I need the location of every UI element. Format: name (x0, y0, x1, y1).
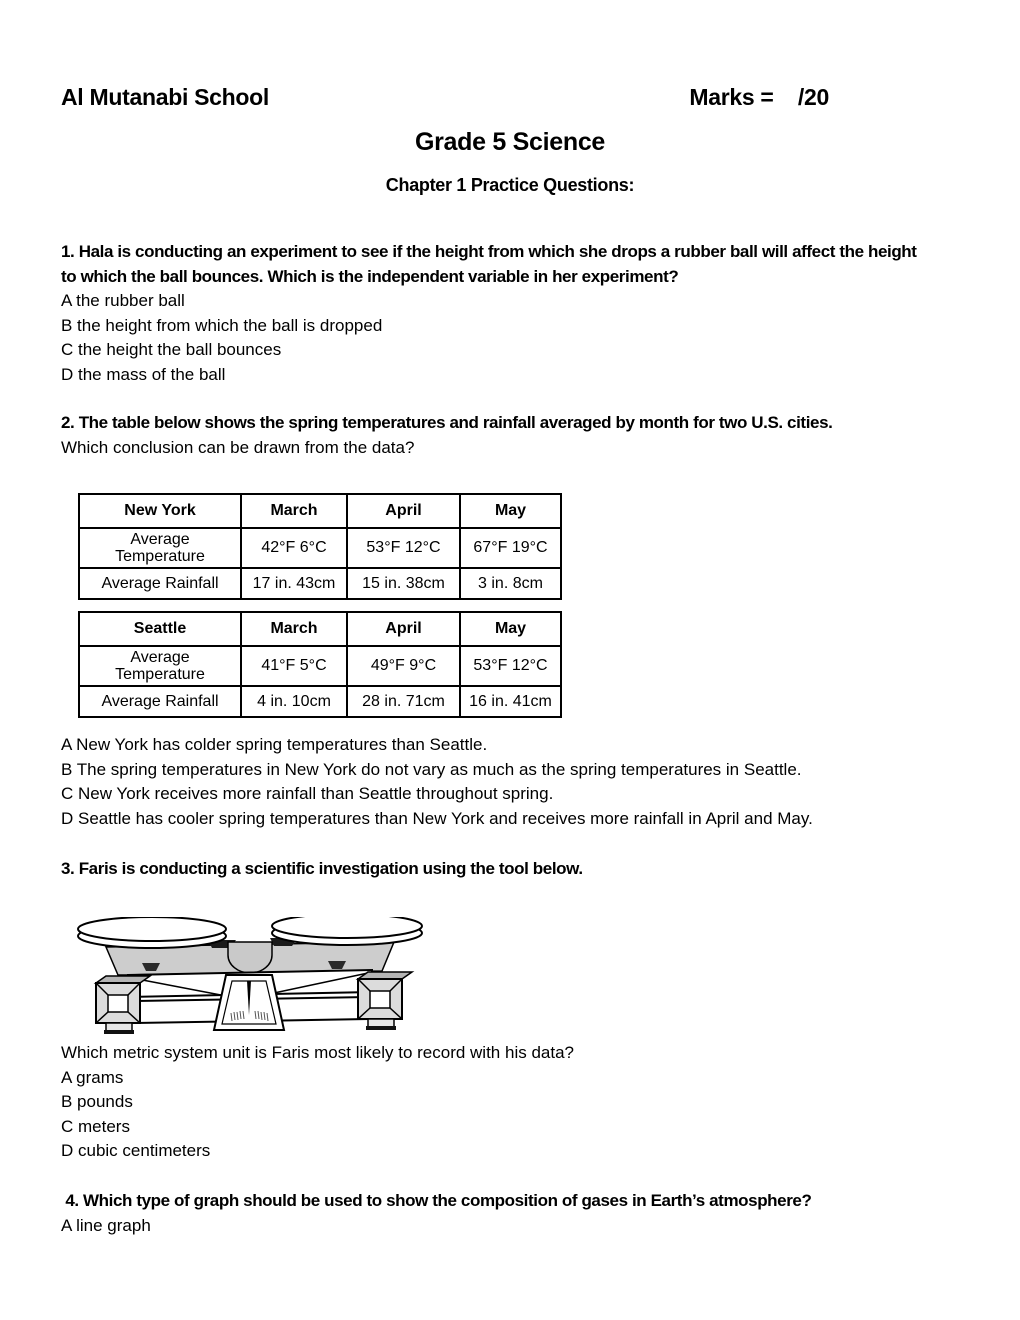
new-york-table (78, 493, 562, 600)
page-title: Grade 5 Science (414, 128, 606, 156)
table-cell: 49°F 9°C (347, 646, 460, 686)
question-3-option-d: D cubic centimeters (61, 1141, 211, 1160)
question-2 (61, 411, 936, 460)
question-1-prompt: 1. Hala is conducting an experiment to see if the height from which she drops a rubber ball will affect the height to which the ball bounces. Which is the independent variable in her experiment? (61, 242, 917, 286)
table-cell: 15 in. 38cm (347, 568, 460, 599)
table-header-cell: April (347, 494, 460, 528)
question-1-option-b: B the height from which the ball is dropped (61, 315, 383, 335)
question-2-option-b: B The spring temperatures in New York do not vary as much as the spring temperatures in Seattle. (61, 759, 802, 779)
question-3-sub-prompt: Which metric system unit is Faris most likely to record with his data? (61, 1043, 574, 1062)
question-4-prompt: 4. Which type of graph should be used to show the composition of gases in Earth’s atmosphere? (61, 1191, 812, 1210)
question-3-option-a: A grams (61, 1067, 124, 1087)
balance-scale-icon (76, 917, 424, 1037)
table-cell: 16 in. 41cm (460, 686, 561, 717)
seattle-table (78, 611, 562, 718)
table-header-row (79, 612, 561, 646)
table-cell: 41°F 5°C (241, 646, 347, 686)
question-2-option-c: C New York receives more rainfall than Seattle throughout spring. (61, 784, 554, 803)
table-header-cell: Seattle (79, 612, 241, 646)
question-2-option-a: A New York has colder spring temperatures than Seattle. (61, 735, 488, 754)
table-header-row (79, 494, 561, 528)
table-header-cell: March (241, 494, 347, 528)
table-row (79, 528, 561, 568)
table-cell: Average Temperature (79, 528, 241, 568)
table-cell: Average Temperature (79, 646, 241, 686)
table-cell: 42°F 6°C (241, 528, 347, 568)
question-3-option-b: B pounds (61, 1092, 133, 1111)
question-2-prompt: 2. The table below shows the spring temperatures and rainfall averaged by month for two U.S. cities. (61, 413, 833, 432)
table-row (79, 686, 561, 717)
question-3-prompt: 3. Faris is conducting a scientific investigation using the tool below. (61, 859, 583, 878)
question-1 (61, 240, 936, 387)
question-3-option-c: C meters (61, 1116, 130, 1136)
balance-scale-image (76, 917, 424, 1037)
page-subtitle: Chapter 1 Practice Questions: (385, 175, 635, 195)
question-1-option-a: A the rubber ball (61, 291, 185, 310)
question-1-option-c: C the height the ball bounces (61, 340, 282, 359)
table-cell: 3 in. 8cm (460, 568, 561, 599)
table-cell: 4 in. 10cm (241, 686, 347, 717)
worksheet-header (61, 84, 959, 111)
table-header-cell: May (460, 612, 561, 646)
question-4-option-a: A line graph (61, 1215, 151, 1235)
table-header-cell: March (241, 612, 347, 646)
table-cell: 53°F 12°C (347, 528, 460, 568)
table-cell: 28 in. 71cm (347, 686, 460, 717)
question-2-option-d: D Seattle has cooler spring temperatures than New York and receives more rainfall in April and May. (61, 808, 813, 828)
question-3-sub (61, 1041, 936, 1164)
table-row (79, 646, 561, 686)
question-3 (61, 857, 936, 882)
table-cell: 67°F 19°C (460, 528, 561, 568)
question-4 (61, 1189, 951, 1238)
table-cell: Average Rainfall (79, 686, 241, 717)
question-1-option-d: D the mass of the ball (61, 364, 226, 384)
marks-field: Marks = /20 (689, 84, 829, 110)
question-2-prompt-continued: Which conclusion can be drawn from the data? (61, 437, 415, 457)
table-header-cell: April (347, 612, 460, 646)
table-row (79, 568, 561, 599)
school-name: Al Mutanabi School (61, 84, 269, 110)
table-cell: 17 in. 43cm (241, 568, 347, 599)
table-header-cell: New York (79, 494, 241, 528)
table-cell: 53°F 12°C (460, 646, 561, 686)
question-2-options (61, 733, 951, 831)
table-header-cell: May (460, 494, 561, 528)
table-cell: Average Rainfall (79, 568, 241, 599)
